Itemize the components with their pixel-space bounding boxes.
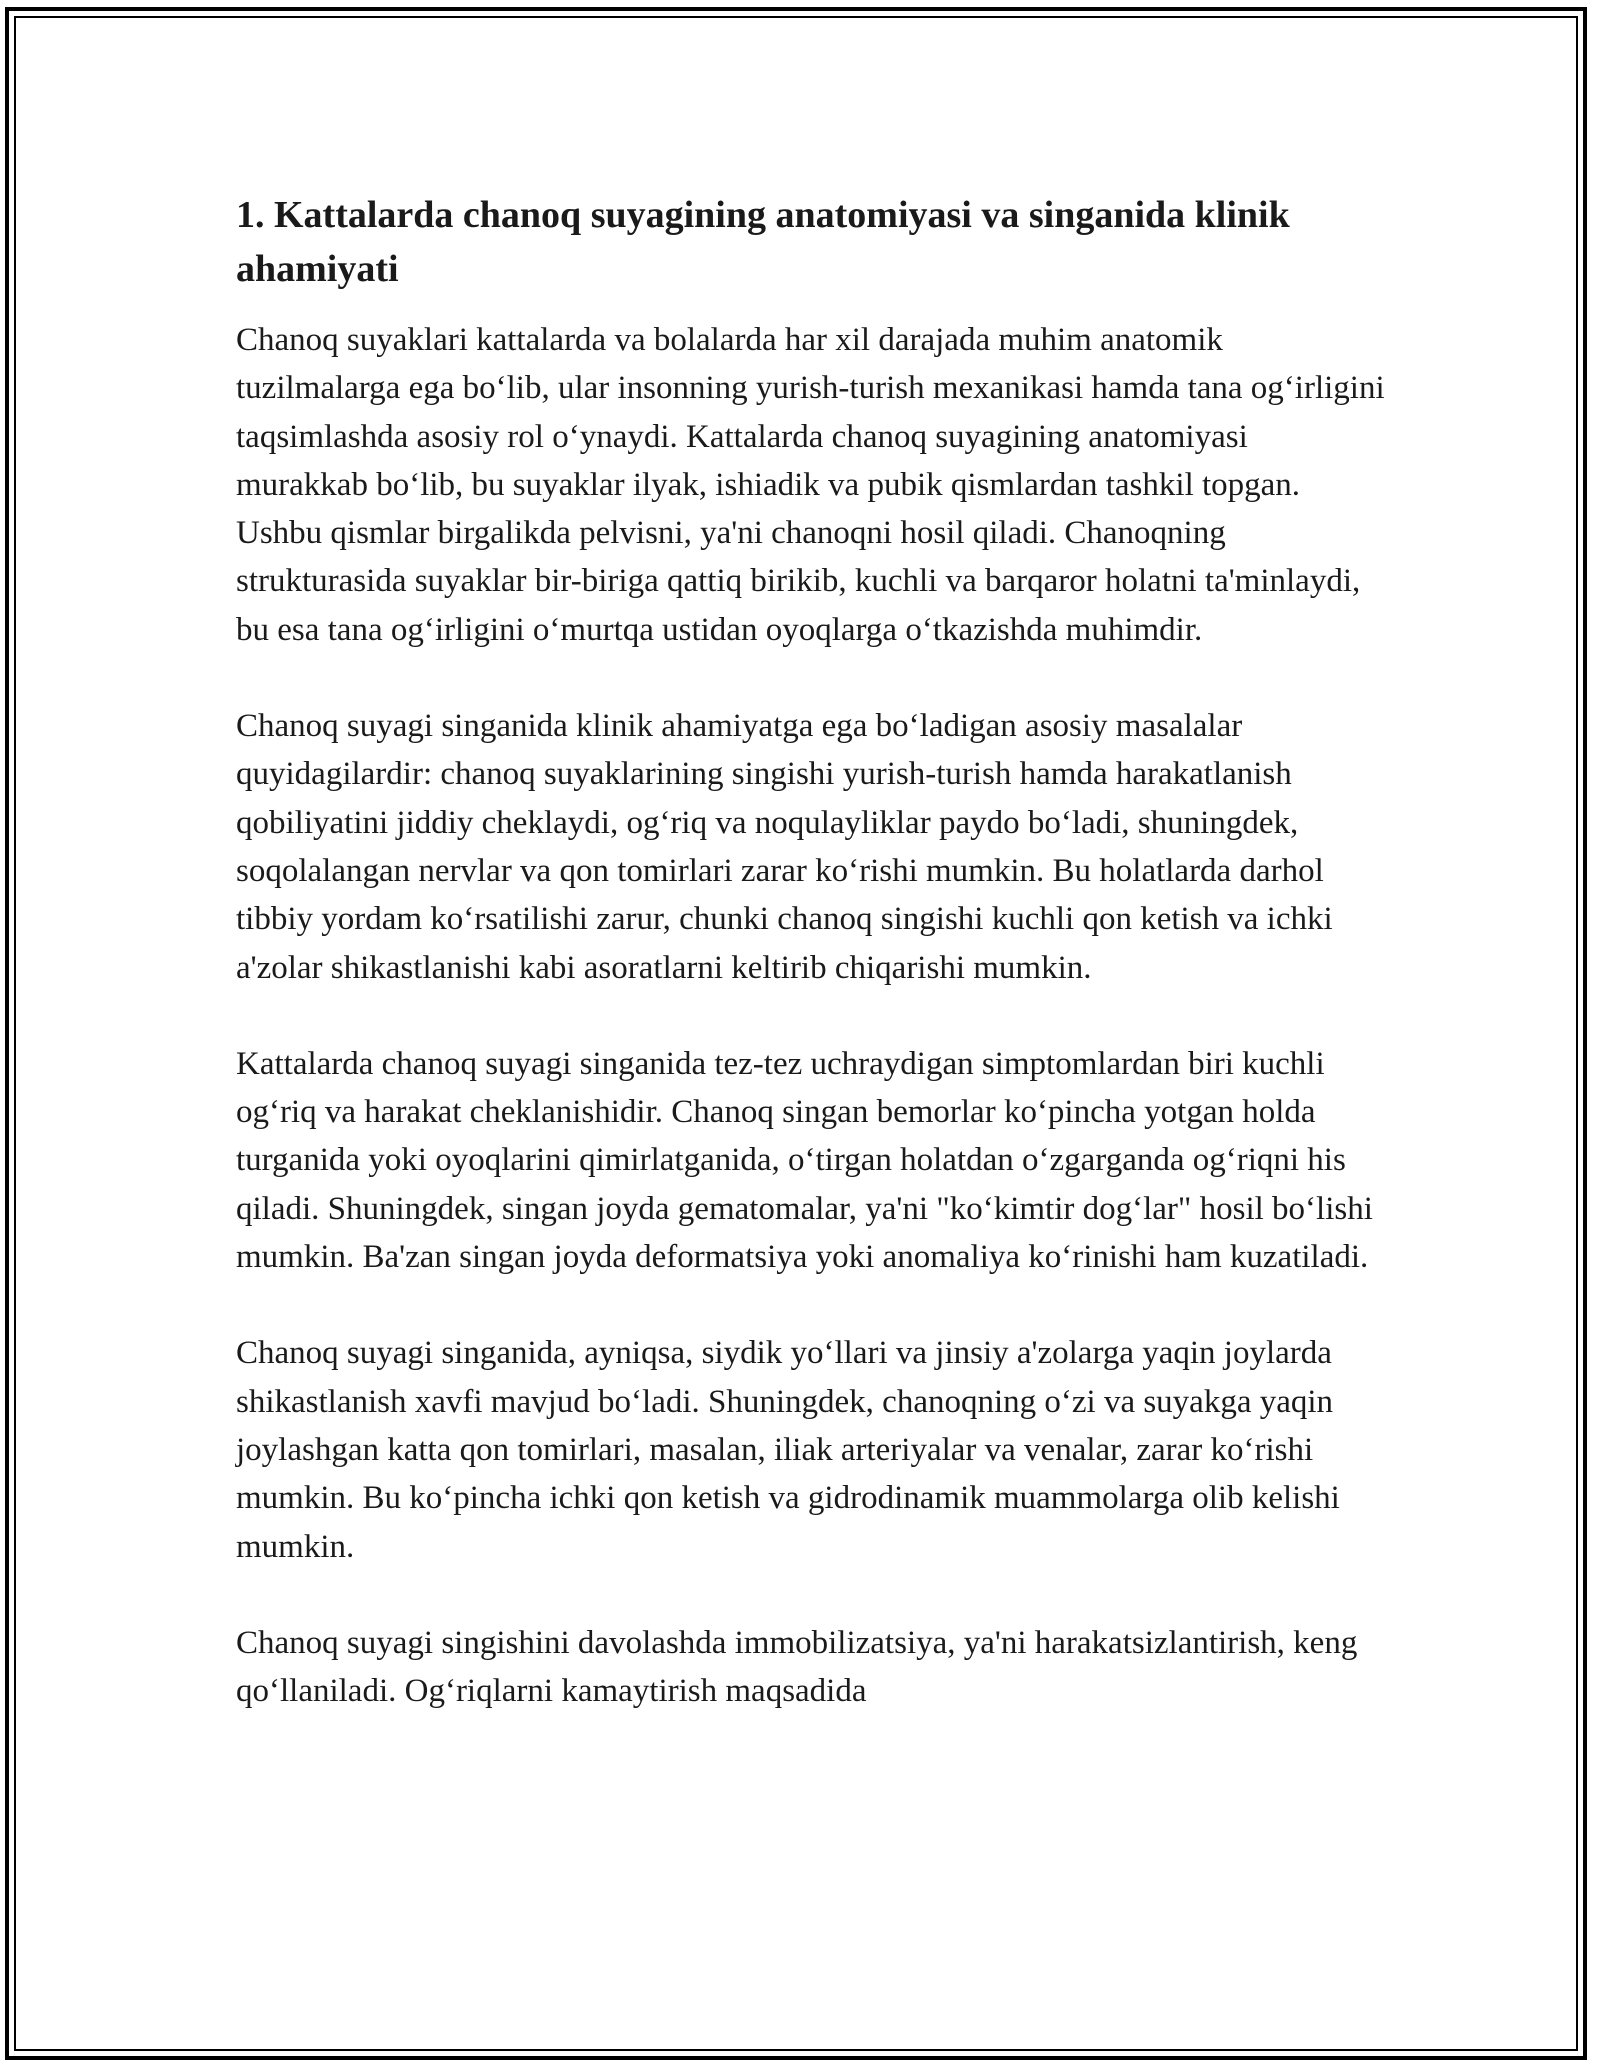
paragraph-treatment: Chanoq suyagi singishini davolashda immobilizatsiya, ya'ni harakatsizlantirish, keng qo‘llaniladi. Og‘riqlarni kamaytirish maqsadida [236,1624,1358,1710]
document-body [236,188,1386,1715]
paragraph-symptoms: Kattalarda chanoq suyagi singanida tez-tez uchraydigan simptomlardan biri kuchli og‘riq va harakat cheklanishidir. Chanoq singan bemorlar ko‘pincha yotgan holda turganida yoki oyoqlarini qimirlatganida, o‘tirgan holatdan o‘zgarganda og‘riqni his qiladi. Shuningdek, singan joyda gematomalar, ya'ni "ko‘kimtir dog‘lar" hosil bo‘lishi mumkin. Ba'zan singan joyda deformatsiya yoki anomaliya ko‘rinishi ham kuzatiladi. [236,1045,1373,1276]
paragraph-complications: Chanoq suyagi singanida, ayniqsa, siydik yo‘llari va jinsiy a'zolarga yaqin joylarda shikastlanish xavfi mavjud bo‘ladi. Shuningdek, chanoqning o‘zi va suyakga yaqin joylashgan katta qon tomirlari, masalan, iliak arteriyalar va venalar, zarar ko‘rishi mumkin. Bu ko‘pincha ichki qon ketish va gidrodinamik muammolarga olib kelishi mumkin. [236,1335,1340,1565]
section-heading: 1. Kattalarda chanoq suyagining anatomiyasi va singanida klinik ahamiyati [236,194,1290,290]
paragraph-anatomy: Chanoq suyaklari kattalarda va bolalarda har xil darajada muhim anatomik tuzilmalarga ega bo‘lib, ular insonning yurish-turish mexanikasi hamda tana og‘irligini taqsimlashda asosiy rol o‘ynaydi. Kattalarda chanoq suyagining anatomiyasi murakkab bo‘lib, bu suyaklar ilyak, ishiadik va pubik qismlardan tashkil topgan. Ushbu qismlar birgalikda pelvisni, ya'ni chanoqni hosil qiladi. Chanoqning strukturasida suyaklar bir-biriga qattiq birikib, kuchli va barqaror holatni ta'minlaydi, bu esa tana og‘irligini o‘murtqa ustidan oyoqlarga o‘tkazishda muhimdir. [236,322,1385,648]
paragraph-clinical-significance: Chanoq suyagi singanida klinik ahamiyatga ega bo‘ladigan asosiy masalalar quyidagilardir: chanoq suyaklarining singishi yurish-turish hamda harakatlanish qobiliyatini jiddiy cheklaydi, og‘riq va noqulayliklar paydo bo‘ladi, shuningdek, soqolalangan nervlar va qon tomirlari zarar ko‘rishi mumkin. Bu holatlarda darhol tibbiy yordam ko‘rsatilishi zarur, chunki chanoq singishi kuchli qon ketish va ichki a'zolar shikastlanishi kabi asoratlarni keltirib chiqarishi mumkin. [236,708,1333,986]
